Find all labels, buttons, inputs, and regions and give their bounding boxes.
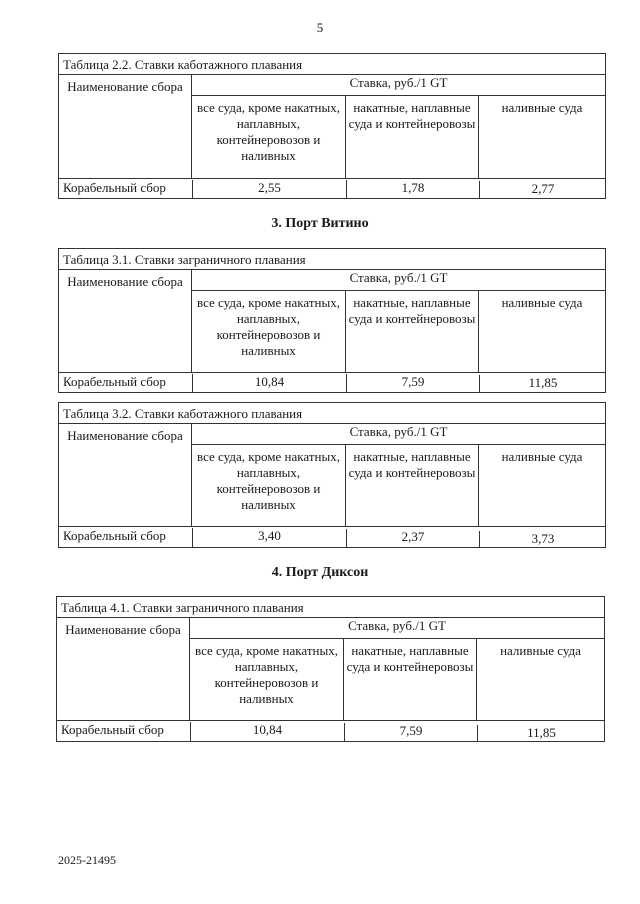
value-cell: 11,85 [479, 375, 606, 393]
header-name: Наименование сбора [59, 75, 192, 179]
section-title: 3. Порт Витино [271, 216, 369, 231]
table-4-1 [56, 596, 605, 742]
value-cell: 7,59 [346, 374, 479, 393]
value-cell: 2,37 [346, 529, 479, 548]
value-cell: 10,84 [190, 722, 344, 742]
table-title: Таблица 3.1. Ставки заграничного плавания [59, 249, 605, 270]
header-rate: Ставка, руб./1 GT [190, 618, 604, 639]
header-name: Наименование сбора [59, 270, 192, 373]
value-cell: 2,55 [192, 180, 346, 199]
header-name: Наименование сбора [57, 618, 190, 721]
value-cell: 2,77 [479, 181, 606, 199]
header-col-a: все суда, кроме накатных, наплавных, контейнеровозов и наливных [192, 96, 346, 179]
header-name: Наименование сбора [59, 424, 192, 527]
header-col-b: накатные, наплавные суда и контейнеровозы [346, 96, 479, 179]
header-col-b: накатные, наплавные суда и контейнеровозы [346, 445, 479, 527]
value-cell: 7,59 [344, 723, 477, 742]
table-3-1 [58, 248, 606, 393]
table-title: Таблица 3.2. Ставки каботажного плавания [59, 403, 605, 424]
table-title: Таблица 4.1. Ставки заграничного плавания [57, 597, 604, 618]
header-col-a: все суда, кроме накатных, наплавных, контейнеровозов и наливных [192, 445, 346, 527]
table-2-2 [58, 53, 606, 199]
header-col-a: все суда, кроме накатных, наплавных, контейнеровозов и наливных [190, 639, 344, 721]
value-cell: 1,78 [346, 180, 479, 199]
header-col-c: наливные суда [500, 643, 581, 658]
header-col-b: накатные, наплавные суда и контейнеровозы [344, 639, 477, 721]
header-col-c: наливные суда [501, 449, 583, 464]
row-label: Корабельный сбор [63, 374, 166, 389]
value-cell: 10,84 [192, 374, 346, 393]
row-label: Корабельный сбор [63, 180, 166, 195]
value-cell: 3,40 [192, 528, 346, 548]
header-rate: Ставка, руб./1 GT [192, 270, 605, 291]
value-cell: 11,85 [477, 725, 605, 742]
row-label: Корабельный сбор [61, 722, 164, 737]
header-rate: Ставка, руб./1 GT [192, 424, 605, 445]
table-3-2 [58, 402, 606, 548]
header-col-c: наливные суда [501, 295, 583, 310]
header-col-b: накатные, наплавные суда и контейнеровозы [346, 291, 479, 373]
header-col-c: наливные суда [501, 100, 583, 115]
header-rate: Ставка, руб./1 GT [192, 75, 605, 96]
header-col-a: все суда, кроме накатных, наплавных, контейнеровозов и наливных [192, 291, 346, 373]
value-cell: 3,73 [479, 531, 606, 548]
page-number: 5 [316, 20, 324, 35]
row-label: Корабельный сбор [63, 528, 166, 543]
table-title: Таблица 2.2. Ставки каботажного плавания [59, 54, 605, 75]
section-title: 4. Порт Диксон [271, 565, 369, 580]
document-code: 2025-21495 [58, 853, 116, 867]
